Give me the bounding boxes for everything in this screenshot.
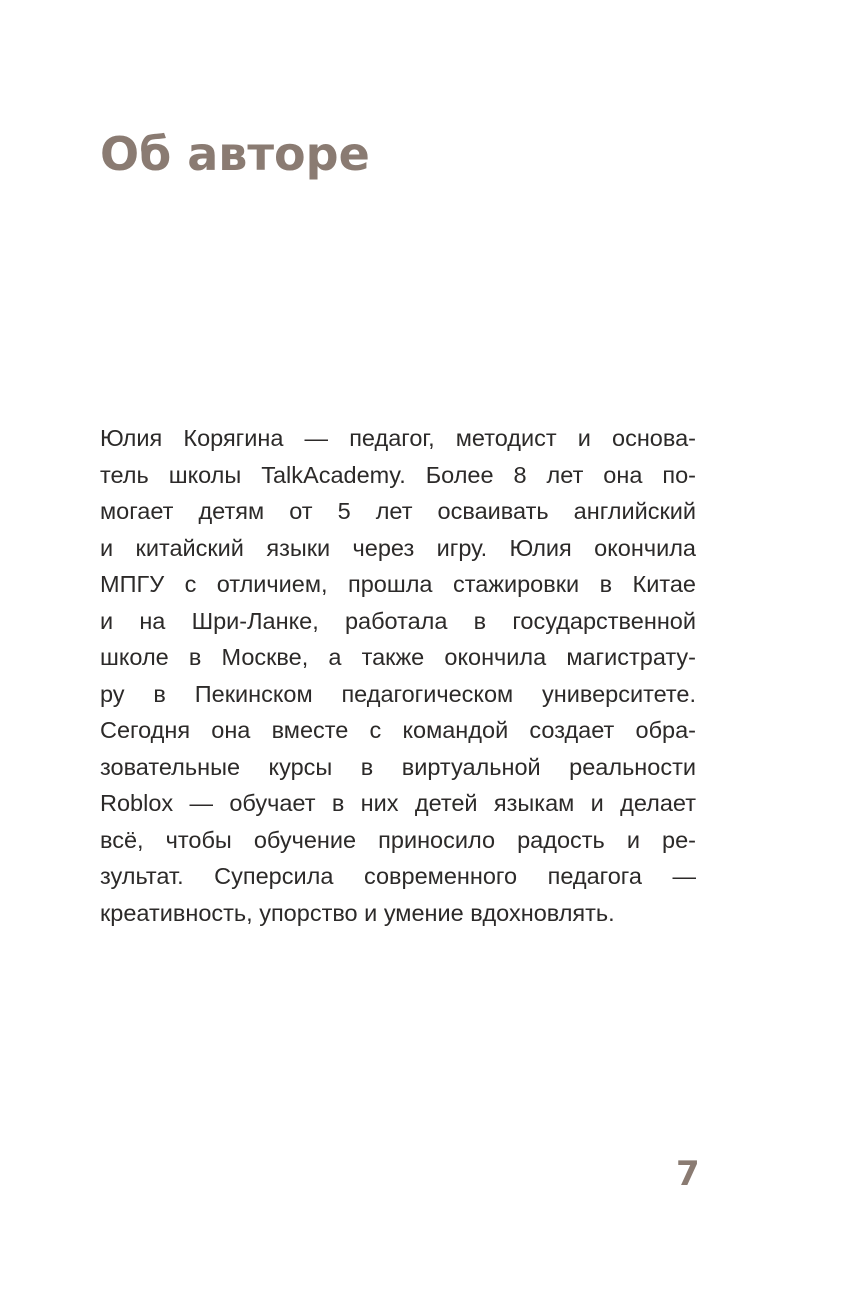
bio-line: и на Шри-Ланке, работала в государственной [100, 607, 696, 634]
bio-line: могает детям от 5 лет осваивать английский [100, 498, 696, 524]
bio-line: всё, чтобы обучение приносило радость и ре- [100, 826, 696, 853]
bio-line: тель школы TalkAcademy. Более 8 лет она по- [100, 461, 696, 488]
bio-line: Roblox — обучает в них детей языкам и делает [100, 790, 696, 816]
bio-line: и китайский языки через игру. Юлия окончила [100, 534, 696, 561]
bio-line: школе в Москве, а также окончила магистрату- [100, 644, 696, 670]
bio-line: ру в Пекинском педагогическом университете. [100, 680, 696, 707]
bio-line: зультат. Суперсила современного педагога — [100, 863, 696, 889]
bio-line: креативность, упорство и умение вдохновлять. [100, 899, 615, 926]
bio-line: МПГУ с отличием, прошла стажировки в Китае [100, 571, 696, 597]
page-number: 7 [676, 1154, 700, 1194]
bio-line: Юлия Корягина — педагог, методист и основа- [100, 425, 696, 451]
page-title: Об авторе [100, 127, 370, 181]
author-bio [100, 420, 696, 931]
bio-line: зовательные курсы в виртуальной реальности [100, 753, 696, 780]
bio-line: Сегодня она вместе с командой создает обра- [100, 717, 696, 743]
